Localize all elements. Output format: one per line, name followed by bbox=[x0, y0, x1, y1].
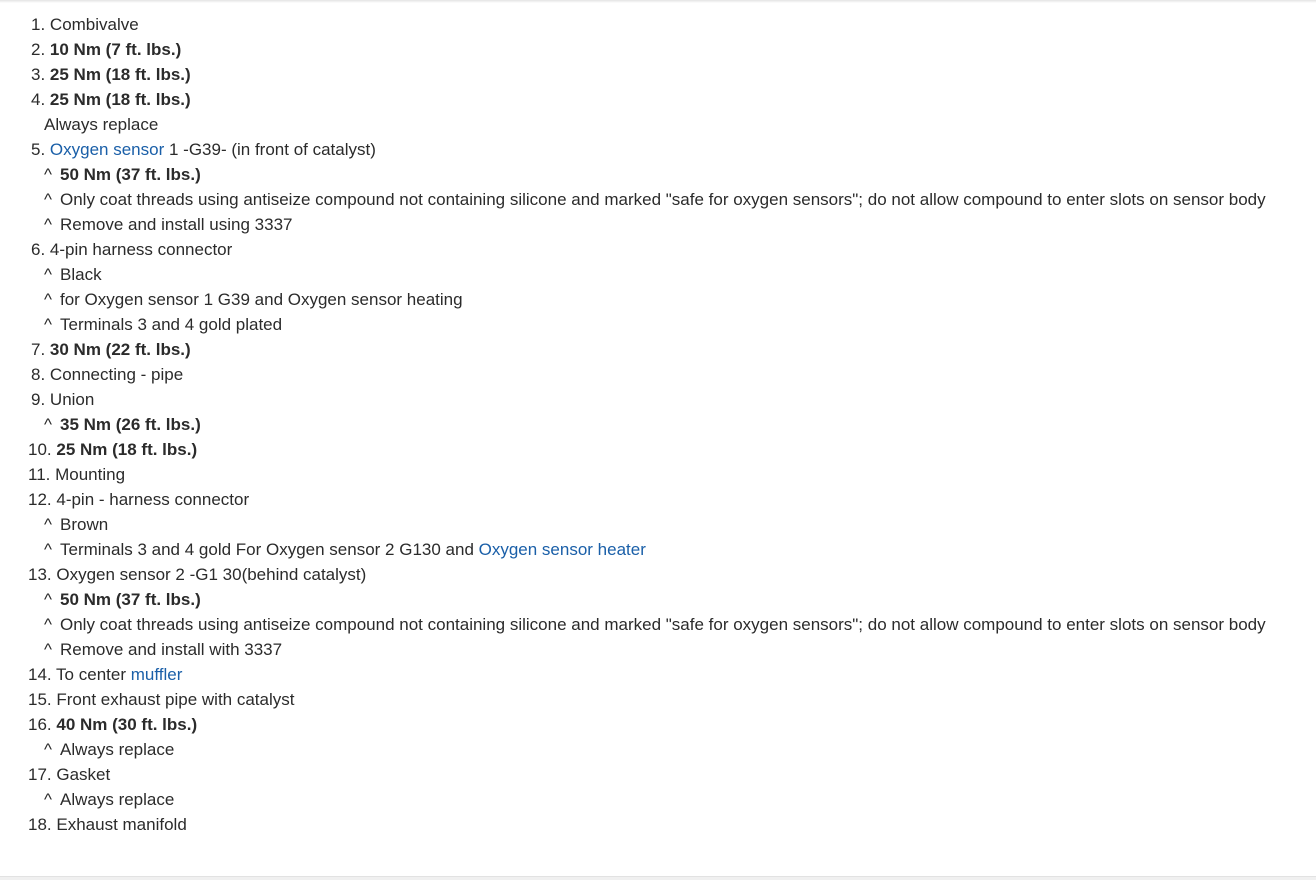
list-item bbox=[28, 737, 1288, 762]
list-item bbox=[28, 62, 1288, 87]
list-item bbox=[28, 312, 1288, 337]
list-item bbox=[28, 262, 1288, 287]
torque-value: 25 Nm (18 ft. lbs.) bbox=[49, 90, 191, 109]
torque-value: 25 Nm (18 ft. lbs.) bbox=[49, 65, 191, 84]
list-item bbox=[28, 137, 1288, 162]
item-number: 10. bbox=[28, 440, 52, 459]
item-number: 6. bbox=[31, 240, 46, 259]
item-text: for Oxygen sensor 1 G39 and Oxygen sensor heating bbox=[60, 290, 463, 309]
list-item bbox=[28, 537, 1288, 562]
list-item bbox=[28, 237, 1288, 262]
list-item bbox=[28, 462, 1288, 487]
list-item bbox=[28, 637, 1288, 662]
reference-link[interactable]: Oxygen sensor heater bbox=[478, 540, 646, 559]
list-item bbox=[28, 687, 1288, 712]
list-item bbox=[28, 37, 1288, 62]
item-text: Remove and install with 3337 bbox=[60, 640, 283, 659]
list-item bbox=[28, 512, 1288, 537]
caret-bullet: ^ bbox=[44, 415, 52, 434]
item-number: 18. bbox=[28, 815, 52, 834]
item-text: 4-pin harness connector bbox=[45, 240, 233, 259]
item-text: Black bbox=[60, 265, 102, 284]
list-item bbox=[28, 662, 1288, 687]
item-text: Mounting bbox=[50, 465, 126, 484]
reference-link[interactable]: Oxygen sensor bbox=[49, 140, 165, 159]
item-number: 2. bbox=[31, 40, 46, 59]
list-item bbox=[28, 812, 1288, 837]
list-item bbox=[28, 112, 1288, 137]
list-item bbox=[28, 162, 1288, 187]
caret-bullet: ^ bbox=[44, 615, 52, 634]
torque-value: 50 Nm (37 ft. lbs.) bbox=[60, 165, 201, 184]
item-text: Terminals 3 and 4 gold plated bbox=[60, 315, 283, 334]
item-number: 16. bbox=[28, 715, 52, 734]
item-number: 14. bbox=[28, 665, 52, 684]
list-item bbox=[28, 337, 1288, 362]
torque-value: 50 Nm (37 ft. lbs.) bbox=[60, 590, 201, 609]
list-item bbox=[28, 187, 1288, 212]
list-item bbox=[28, 712, 1288, 737]
torque-value: 40 Nm (30 ft. lbs.) bbox=[56, 715, 198, 734]
item-number: 1. bbox=[31, 15, 46, 34]
item-text: To center bbox=[51, 665, 131, 684]
bottom-edge-bar bbox=[0, 876, 1316, 880]
list-item bbox=[28, 562, 1288, 587]
item-number: 13. bbox=[28, 565, 52, 584]
item-number: 15. bbox=[28, 690, 52, 709]
item-number: 17. bbox=[28, 765, 52, 784]
torque-value: 25 Nm (18 ft. lbs.) bbox=[56, 440, 198, 459]
list-item bbox=[28, 612, 1288, 637]
torque-value: 30 Nm (22 ft. lbs.) bbox=[49, 340, 191, 359]
caret-bullet: ^ bbox=[44, 315, 52, 334]
caret-bullet: ^ bbox=[44, 290, 52, 309]
caret-bullet: ^ bbox=[44, 540, 52, 559]
item-number: 8. bbox=[31, 365, 46, 384]
note-text: Always replace bbox=[44, 115, 159, 134]
item-text: Union bbox=[45, 390, 95, 409]
item-number: 9. bbox=[31, 390, 46, 409]
list-item bbox=[28, 487, 1288, 512]
item-text: Only coat threads using antiseize compound not containing silicone and marked "safe for oxygen sensors"; do not allow compound to enter slots on sensor body bbox=[60, 615, 1266, 634]
torque-value: 10 Nm (7 ft. lbs.) bbox=[49, 40, 182, 59]
top-edge-shadow bbox=[0, 0, 1316, 3]
list-item bbox=[28, 387, 1288, 412]
caret-bullet: ^ bbox=[44, 640, 52, 659]
item-text: Combivalve bbox=[45, 15, 139, 34]
list-item bbox=[28, 437, 1288, 462]
document-body bbox=[28, 12, 1288, 837]
item-text: Remove and install using 3337 bbox=[60, 215, 293, 234]
caret-bullet: ^ bbox=[44, 790, 52, 809]
item-text: Gasket bbox=[51, 765, 111, 784]
item-number: 12. bbox=[28, 490, 52, 509]
list-item bbox=[28, 787, 1288, 812]
caret-bullet: ^ bbox=[44, 515, 52, 534]
list-item bbox=[28, 412, 1288, 437]
caret-bullet: ^ bbox=[44, 590, 52, 609]
item-number: 11. bbox=[28, 465, 51, 484]
item-text: Front exhaust pipe with catalyst bbox=[51, 690, 295, 709]
item-text: 1 -G39- (in front of catalyst) bbox=[164, 140, 376, 159]
list-item bbox=[28, 12, 1288, 37]
caret-bullet: ^ bbox=[44, 215, 52, 234]
caret-bullet: ^ bbox=[44, 165, 52, 184]
list-item bbox=[28, 212, 1288, 237]
caret-bullet: ^ bbox=[44, 265, 52, 284]
item-text: Terminals 3 and 4 gold For Oxygen sensor 2 G130 and bbox=[60, 540, 479, 559]
list-item bbox=[28, 587, 1288, 612]
item-number: 7. bbox=[31, 340, 46, 359]
item-number: 4. bbox=[31, 90, 46, 109]
item-text: Oxygen sensor 2 -G1 30(behind catalyst) bbox=[51, 565, 367, 584]
list-item bbox=[28, 287, 1288, 312]
item-text: Always replace bbox=[60, 740, 175, 759]
caret-bullet: ^ bbox=[44, 190, 52, 209]
list-item bbox=[28, 87, 1288, 112]
item-number: 5. bbox=[31, 140, 46, 159]
item-text: 4-pin - harness connector bbox=[51, 490, 250, 509]
caret-bullet: ^ bbox=[44, 740, 52, 759]
list-item bbox=[28, 362, 1288, 387]
item-text: Brown bbox=[60, 515, 109, 534]
item-text: Connecting - pipe bbox=[45, 365, 184, 384]
item-text: Exhaust manifold bbox=[51, 815, 187, 834]
item-text: Only coat threads using antiseize compound not containing silicone and marked "safe for oxygen sensors"; do not allow compound to enter slots on sensor body bbox=[60, 190, 1266, 209]
list-item bbox=[28, 762, 1288, 787]
torque-value: 35 Nm (26 ft. lbs.) bbox=[60, 415, 201, 434]
item-text: Always replace bbox=[60, 790, 175, 809]
reference-link[interactable]: muffler bbox=[130, 665, 183, 684]
item-number: 3. bbox=[31, 65, 46, 84]
